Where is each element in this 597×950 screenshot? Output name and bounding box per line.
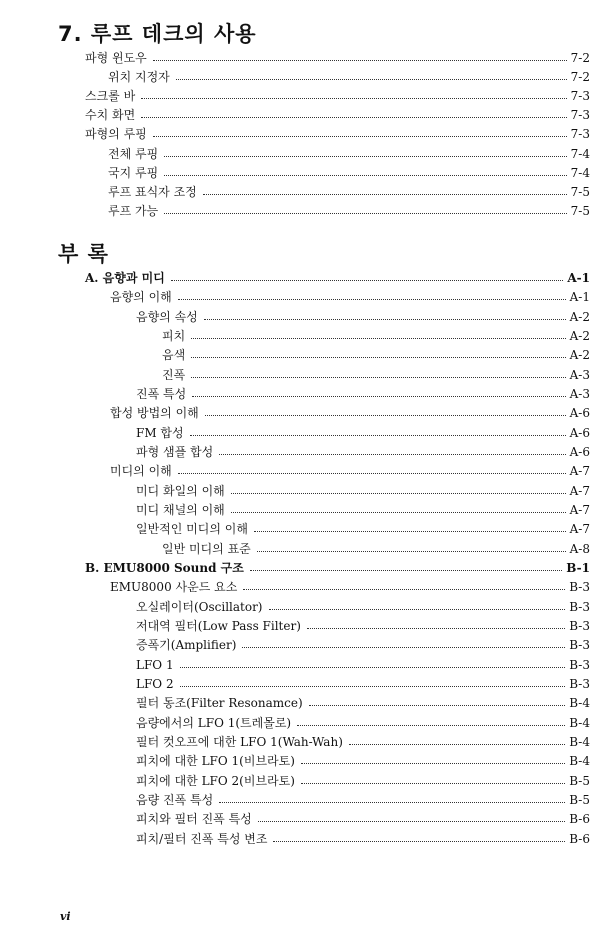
toc-entry (136, 733, 590, 751)
toc-entry (162, 540, 590, 558)
dot-leader (242, 646, 565, 648)
toc-page-number: 7-5 (570, 185, 590, 199)
toc-label: 루프 가능 (108, 204, 159, 218)
dot-leader (171, 279, 564, 281)
toc-label: EMU8000 사운드 요소 (110, 580, 238, 594)
toc-page-number: 7-4 (570, 147, 590, 161)
toc-label: 수치 화면 (85, 108, 136, 122)
toc-page-number: A-7 (569, 522, 590, 536)
toc-label: 음량에서의 LFO 1(트레몰로) (136, 716, 292, 730)
toc-page-number: B-3 (569, 580, 590, 594)
toc-page-number: B-4 (569, 735, 590, 749)
toc-page-number: B-3 (569, 619, 590, 633)
chapter-7-title: 7. 루프 데크의 사용 (58, 22, 257, 46)
footer-page-number: vi (60, 910, 71, 923)
toc-page-number: A-6 (569, 445, 590, 459)
toc-entry (110, 288, 590, 306)
toc-label: 일반 미디의 표준 (162, 542, 251, 556)
dot-leader (141, 116, 566, 118)
dot-leader (192, 395, 565, 397)
toc-label: A. 음향과 미디 (85, 271, 165, 285)
dot-leader (231, 511, 566, 513)
toc-label: LFO 1 (136, 658, 174, 672)
toc-entry (85, 106, 590, 124)
toc-label: 음향의 속성 (136, 310, 198, 324)
dot-leader (269, 608, 566, 610)
toc-label: 저대역 필터(Low Pass Filter) (136, 619, 301, 633)
dot-leader (250, 569, 562, 571)
toc-entry (85, 87, 590, 105)
toc-label: 스크롤 바 (85, 89, 136, 103)
toc-entry (108, 68, 590, 86)
toc-page-number: 7-4 (570, 166, 590, 180)
toc-label: 피치에 대한 LFO 1(비브라토) (136, 754, 295, 768)
toc-entry (136, 308, 590, 326)
toc-page-number: A-2 (569, 329, 590, 343)
toc-label: 파형의 루핑 (85, 127, 147, 141)
toc-label: 미디의 이해 (110, 464, 172, 478)
toc-entry (162, 346, 590, 364)
dot-leader (191, 337, 565, 339)
dot-leader (204, 318, 566, 320)
dot-leader (178, 472, 566, 474)
toc-entry (136, 752, 590, 770)
toc-label: 필터 컷오프에 대한 LFO 1(Wah-Wah) (136, 735, 343, 749)
toc-page-number: 7-3 (570, 127, 590, 141)
toc-page-number: B-1 (566, 561, 590, 575)
dot-leader (164, 174, 566, 176)
dot-leader (153, 59, 567, 61)
toc-label: 피치에 대한 LFO 2(비브라토) (136, 774, 295, 788)
toc-page-number: 7-5 (570, 204, 590, 218)
dot-leader (191, 376, 565, 378)
toc-page-number: 7-2 (570, 70, 590, 84)
toc-label: B. EMU8000 Sound 구조 (85, 561, 244, 575)
toc-entry (108, 202, 590, 220)
toc-entry (85, 559, 590, 577)
dot-leader (164, 212, 566, 214)
toc-entry (136, 830, 590, 848)
toc-page-number: B-5 (569, 793, 590, 807)
toc-entry (108, 145, 590, 163)
dot-leader (254, 530, 566, 532)
toc-label: 일반적인 미디의 이해 (136, 522, 248, 536)
toc-label: 필터 동조(Filter Resonamce) (136, 696, 303, 710)
toc-entry (136, 636, 590, 654)
dot-leader (219, 801, 565, 803)
toc-page-number: 7-2 (570, 51, 590, 65)
toc-label: 오실레이터(Oscillator) (136, 600, 263, 614)
toc-page-number: B-4 (569, 716, 590, 730)
toc-page-number: B-4 (569, 754, 590, 768)
toc-entry (136, 385, 590, 403)
toc-label: 음향의 이해 (110, 290, 172, 304)
toc-page-number: B-3 (569, 658, 590, 672)
dot-leader (307, 627, 565, 629)
toc-page-number: A-7 (569, 464, 590, 478)
toc-label: 피치와 필터 진폭 특성 (136, 812, 252, 826)
toc-page-number: A-7 (569, 503, 590, 517)
toc-page-number: 7-3 (570, 108, 590, 122)
toc-label: 위치 지정자 (108, 70, 170, 84)
dot-leader (273, 840, 565, 842)
toc-entry (136, 617, 590, 635)
toc-entry (136, 810, 590, 828)
toc-page-number: B-6 (569, 832, 590, 846)
dot-leader (243, 588, 565, 590)
toc-label: 합성 방법의 이해 (110, 406, 199, 420)
toc-page-number: B-5 (569, 774, 590, 788)
dot-leader (297, 724, 565, 726)
toc-entry (108, 164, 590, 182)
toc-entry (162, 366, 590, 384)
toc-page-number: A-3 (569, 368, 590, 382)
dot-leader (190, 434, 566, 436)
toc-page-number: A-2 (569, 310, 590, 324)
dot-leader (164, 155, 566, 157)
toc-entry (136, 675, 590, 693)
toc-entry (108, 183, 590, 201)
toc-label: 음량 진폭 특성 (136, 793, 214, 807)
toc-label: 진폭 (162, 368, 186, 382)
dot-leader (257, 550, 566, 552)
toc-entry (85, 49, 590, 67)
toc-label: 미디 화일의 이해 (136, 484, 225, 498)
dot-leader (180, 666, 566, 668)
toc-page-number: A-7 (569, 484, 590, 498)
toc-page-number: A-6 (569, 426, 590, 440)
toc-label: 피치 (162, 329, 186, 343)
toc-label: 피치/필터 진폭 특성 변조 (136, 832, 268, 846)
dot-leader (141, 97, 566, 99)
dot-leader (178, 298, 566, 300)
toc-label: 진폭 특성 (136, 387, 187, 401)
dot-leader (191, 356, 565, 358)
toc-label: 국지 루핑 (108, 166, 159, 180)
toc-entry (136, 694, 590, 712)
toc-entry (136, 714, 590, 732)
toc-page-number: B-3 (569, 677, 590, 691)
toc-page-number: A-1 (569, 290, 590, 304)
toc-page-number: B-3 (569, 638, 590, 652)
toc-entry (110, 578, 590, 596)
toc-label: LFO 2 (136, 677, 174, 691)
toc-page-number: A-2 (569, 348, 590, 362)
toc-label: 루프 표식자 조정 (108, 185, 197, 199)
toc-entry (136, 656, 590, 674)
toc-entry (85, 125, 590, 143)
toc-entry (110, 404, 590, 422)
dot-leader (205, 414, 566, 416)
dot-leader (301, 782, 565, 784)
toc-label: 파형 샘플 합성 (136, 445, 214, 459)
toc-entry (162, 327, 590, 345)
toc-page-number: B-4 (569, 696, 590, 710)
toc-label: FM 합성 (136, 426, 184, 440)
toc-entry (136, 520, 590, 538)
toc-entry (136, 598, 590, 616)
dot-leader (258, 820, 565, 822)
dot-leader (301, 762, 565, 764)
toc-page-number: A-3 (569, 387, 590, 401)
dot-leader (180, 685, 566, 687)
dot-leader (231, 492, 566, 494)
toc-entry (136, 772, 590, 790)
toc-entry (136, 791, 590, 809)
toc-page-number: A-6 (569, 406, 590, 420)
toc-entry (110, 462, 590, 480)
toc-page-number: B-3 (569, 600, 590, 614)
toc-entry (136, 501, 590, 519)
dot-leader (219, 453, 565, 455)
toc-entry (136, 443, 590, 461)
dot-leader (153, 135, 567, 137)
toc-entry (136, 482, 590, 500)
dot-leader (176, 78, 567, 80)
dot-leader (309, 704, 566, 706)
toc-label: 증폭기(Amplifier) (136, 638, 237, 652)
toc-label: 전체 루핑 (108, 147, 159, 161)
toc-label: 음색 (162, 348, 186, 362)
toc-page-number: A-1 (567, 271, 590, 285)
toc-entry (85, 269, 590, 287)
dot-leader (203, 193, 567, 195)
appendix-title: 부 록 (58, 242, 109, 266)
dot-leader (349, 743, 565, 745)
toc-page-number: A-8 (569, 542, 590, 556)
toc-label: 미디 채널의 이해 (136, 503, 225, 517)
toc-page-number: B-6 (569, 812, 590, 826)
toc-page-number: 7-3 (570, 89, 590, 103)
toc-entry (136, 424, 590, 442)
toc-label: 파형 윈도우 (85, 51, 147, 65)
